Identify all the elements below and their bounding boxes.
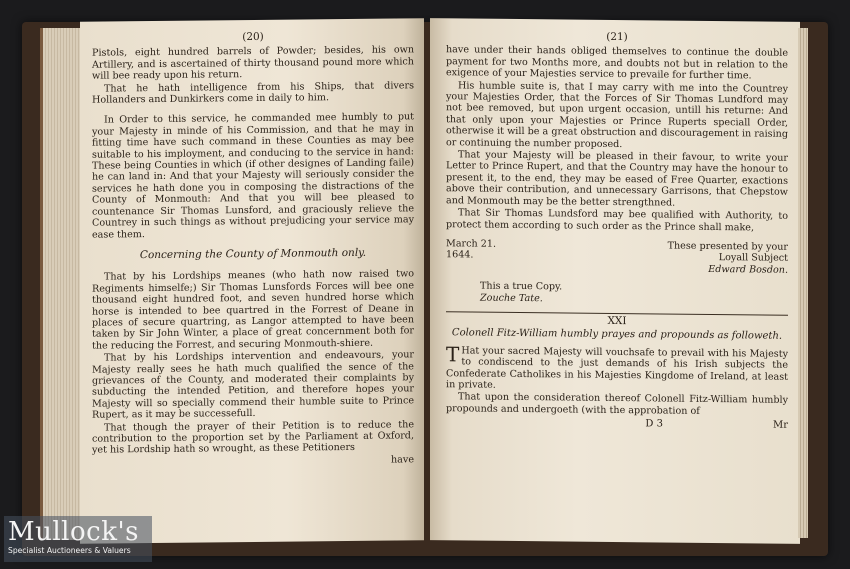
paragraph: That upon the consideration thereof Colonell Fitz-William humbly propounds and undergoeth (with the approbation of: [446, 391, 788, 417]
paragraph: His humble suite is, that I may carry with me into the Countrey your Majesties Order, that the Forces of Sir Thomas Lundford may not bee removed, but upon urgent occasion, untill his returne: And that only upon your Majesties or Prince Ruperts speciall Order, otherwise it will be a great obstruction and discouragement in raising or continuing the number proposed.: [446, 79, 788, 150]
drop-cap: T: [446, 341, 460, 367]
right-page: [430, 18, 800, 544]
paragraph: That by his Lordships meanes (who hath now raised two Regiments himselfe;) Sir Thomas Lunsfords Forces will bee one thousand eight hundred foot, and seven hundred horse which horse is intended to bee quartred in the Forrest of Deane in places of secure quartring, as Langor attempted to have been taken by Sir John Winter, a place of great concernment both for the reducing the Forrest, and securing Monmouth-shiere.: [92, 268, 414, 352]
right-text-column: [446, 30, 788, 431]
paragraph: That he hath intelligence from his Ships, that divers Hollanders and Dunkirkers come in daily to him.: [92, 79, 414, 106]
watermark-subtitle: Specialist Auctioneers & Valuers: [8, 546, 131, 555]
signature-lines: [668, 240, 788, 275]
section-number: XXI: [607, 314, 627, 328]
page-number: (21): [606, 30, 628, 44]
section-heading: Colonell Fitz-William humbly prayes and propounds as followeth.: [451, 327, 783, 343]
section-heading: Concerning the County of Monmouth only.: [139, 246, 367, 262]
true-copy-note: [480, 281, 788, 307]
page-edge-right: [798, 28, 808, 538]
catchword: have: [391, 454, 414, 466]
paragraph: T Hat your sacred Majesty will vouchsafe to prevail with his Majesty to condiscend to the just demands of his Irish subjects the Confederate Catholikes in his Majesties Kingdome of Ireland, at least in private.: [446, 341, 788, 391]
paragraph: That Sir Thomas Lundsford may bee qualified with Authority, to protect them according to such order as the Prince shall make,: [446, 207, 788, 233]
presented-by: These presented by your: [667, 240, 788, 253]
left-page: [80, 18, 424, 544]
true-copy-label: This a true Copy.: [480, 280, 563, 293]
paragraph: In Order to this service, he commanded mee humbly to put your Majesty in minde of his Commission, and that he may in fitting time have such command in these Counties as may bee suitable to his imployment, and conducing to the service in hand: These being Counties in which (if other designes of Landing faile) he can land in: And that your Majesty will seriously consider the services he hath done you in composing the distractions of the County of Monmouth: And that you will bee pleased to countenance Sir Thomas Lunsford, and graciously relieve the Countrey in such things as without prejudicing your service may ease them.: [92, 111, 414, 241]
paragraph: That by his Lordships intervention and endeavours, your Majesty really sees he hath much qualified the sence of the grievances of the County, and moderated their complaints by subducting the intended Petition, and therefore hopes your Majesty will so specially commend their humble suite to Prince Rupert, as it may be successefull.: [92, 349, 414, 421]
paragraph: That though the prayer of their Petition is to reduce the contribution to the proportion set by the Parliament at Oxford, yet his Lordship hath so wrought, as these Petitioners: [92, 418, 414, 457]
paragraph: Pistols, eight hundred barrels of Powder; besides, his own Artillery, and is ascertained of thirty thousand pound more which will bee ready upon his return.: [92, 44, 414, 82]
left-text-column: [92, 30, 414, 469]
loyal-subject: Loyall Subject: [718, 252, 788, 265]
signature-mark: D 3: [645, 418, 663, 430]
watermark-logo: [4, 516, 152, 562]
letter-date: March 21. 1644.: [446, 238, 496, 261]
paragraph: That your Majesty will be pleased in their favour, to write your Letter to Prince Rupert, and that the Country may have the honour to present it, to the end, they may be eased of Free Quarter, exactions above their contribution, and unnecessary Garrisons, that Chepstow and Monmouth may be the better strengthned.: [446, 149, 788, 209]
catchword: Mr: [772, 419, 788, 431]
paragraph: have under their hands obliged themselves to continue the double payment for two Months more, and doubts not but in relation to the exigence of your Majesties service to prevaile for further time.: [446, 44, 788, 82]
page-number: (20): [242, 30, 264, 44]
watermark-title: Mullock's: [8, 517, 139, 547]
signer-name: Edward Bosdon.: [708, 263, 788, 276]
page-footer: [446, 416, 788, 431]
signature-block: [446, 238, 788, 276]
copyist-name: Zouche Tate.: [480, 292, 543, 304]
